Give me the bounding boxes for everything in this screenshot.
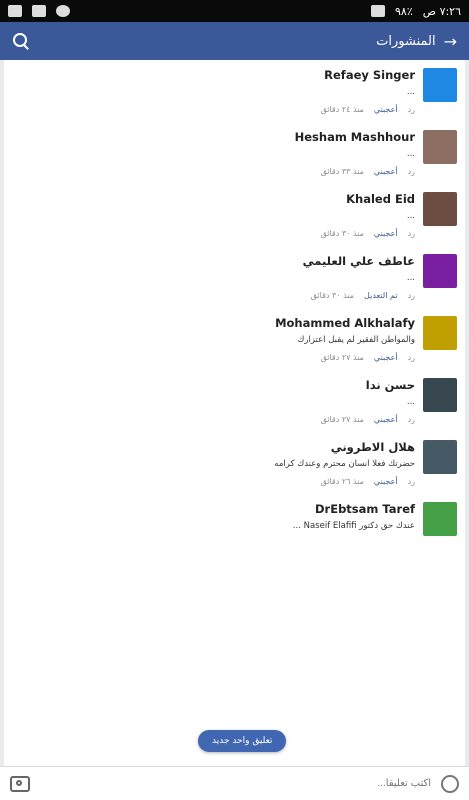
reply-link[interactable]: رد <box>407 477 415 486</box>
comment-author[interactable]: عاطف علي العليمي <box>302 254 415 268</box>
comment-meta <box>12 291 415 300</box>
emoji-icon[interactable] <box>441 775 459 793</box>
comment <box>12 246 457 308</box>
like-link[interactable]: أعجبني <box>373 229 398 238</box>
comment-time: منذ ٢٧ دقائق <box>320 353 364 362</box>
comment-input[interactable] <box>38 777 433 790</box>
comment-time: منذ ٣٣ دقائق <box>320 167 364 176</box>
comment-text: ... <box>406 273 415 283</box>
reply-link[interactable]: رد <box>407 167 415 176</box>
comment-text: حضرتك فعلا انسان محترم وعندك كرامه <box>274 459 415 469</box>
comment-text: ... <box>406 211 415 221</box>
comment-body <box>12 190 415 238</box>
comments-panel <box>4 60 465 766</box>
app-icon <box>8 5 22 17</box>
comment <box>12 432 457 494</box>
reply-link[interactable]: رد <box>407 415 415 424</box>
settings-icon <box>56 5 70 17</box>
comment <box>12 370 457 432</box>
status-icons-right <box>371 5 461 18</box>
comment-body <box>12 500 415 536</box>
reply-link[interactable]: رد <box>407 353 415 362</box>
comment-meta <box>12 353 415 362</box>
avatar[interactable] <box>423 130 457 164</box>
avatar[interactable] <box>423 378 457 412</box>
wrench-icon <box>32 5 46 17</box>
comment-text: ... <box>406 149 415 159</box>
back-arrow-icon[interactable]: → <box>443 31 457 51</box>
comment-author[interactable]: DrEbtsam Taref <box>315 502 415 516</box>
status-bar <box>0 0 469 22</box>
avatar[interactable] <box>423 440 457 474</box>
comment-text: والمواطن الفقير لم يقبل اعتزارك <box>297 335 415 345</box>
like-link[interactable]: تم التعديل <box>364 291 398 300</box>
avatar[interactable] <box>423 254 457 288</box>
search-icon[interactable] <box>12 32 30 50</box>
comment <box>12 122 457 184</box>
like-link[interactable]: أعجبني <box>373 415 398 424</box>
comment-body <box>12 438 415 486</box>
battery-text: ٩٨٪ <box>395 4 413 18</box>
avatar[interactable] <box>423 192 457 226</box>
comment-composer <box>0 766 469 800</box>
comment-author[interactable]: Khaled Eid <box>346 192 415 206</box>
app-title <box>376 32 457 51</box>
status-icons-left <box>8 5 70 17</box>
comment-author[interactable]: حسن ندا <box>365 378 415 392</box>
comment-text: ... <box>406 397 415 407</box>
comment-text: عندك حق دكتور Naseif Elafifi ... <box>292 521 415 531</box>
comment-meta <box>12 229 415 238</box>
comment-author[interactable]: Hesham Mashhour <box>294 130 415 144</box>
comment-body <box>12 314 415 362</box>
like-link[interactable]: أعجبني <box>373 105 398 114</box>
like-link[interactable]: أعجبني <box>373 353 398 362</box>
comment-meta <box>12 167 415 176</box>
comment <box>12 494 457 544</box>
comment-time: منذ ٣٠ دقائق <box>320 229 364 238</box>
comment-meta <box>12 105 415 114</box>
like-link[interactable]: أعجبني <box>373 167 398 176</box>
time: ٧:٢٦ ص <box>422 4 461 18</box>
new-comment-button[interactable]: تعليق واحد جديد <box>198 730 286 752</box>
comment-body <box>12 128 415 176</box>
comment-text: ... <box>406 87 415 97</box>
avatar[interactable] <box>423 502 457 536</box>
reply-link[interactable]: رد <box>407 291 415 300</box>
comment-meta <box>12 415 415 424</box>
comment-author[interactable]: Refaey Singer <box>324 68 415 82</box>
like-link[interactable]: أعجبني <box>373 477 398 486</box>
reply-link[interactable]: رد <box>407 105 415 114</box>
avatar[interactable] <box>423 68 457 102</box>
comment-body <box>12 252 415 300</box>
wifi-icon <box>371 5 385 17</box>
app-bar <box>0 22 469 60</box>
reply-link[interactable]: رد <box>407 229 415 238</box>
camera-icon[interactable] <box>10 776 30 792</box>
comment-time: منذ ٢٧ دقائق <box>320 415 364 424</box>
comment-body <box>12 66 415 114</box>
avatar[interactable] <box>423 316 457 350</box>
comment-author[interactable]: هلال الاطروني <box>330 440 415 454</box>
comment <box>12 184 457 246</box>
comment-time: منذ ٢٦ دقائق <box>320 477 364 486</box>
page-title: المنشورات <box>376 33 436 49</box>
comment <box>12 60 457 122</box>
comment-time: منذ ٢٤ دقائق <box>320 105 364 114</box>
comment-author[interactable]: Mohammed Alkhalafy <box>275 316 415 330</box>
comment-time: منذ ٣٠ دقائق <box>310 291 355 300</box>
comment-body <box>12 376 415 424</box>
comment <box>12 308 457 370</box>
comment-meta <box>12 477 415 486</box>
